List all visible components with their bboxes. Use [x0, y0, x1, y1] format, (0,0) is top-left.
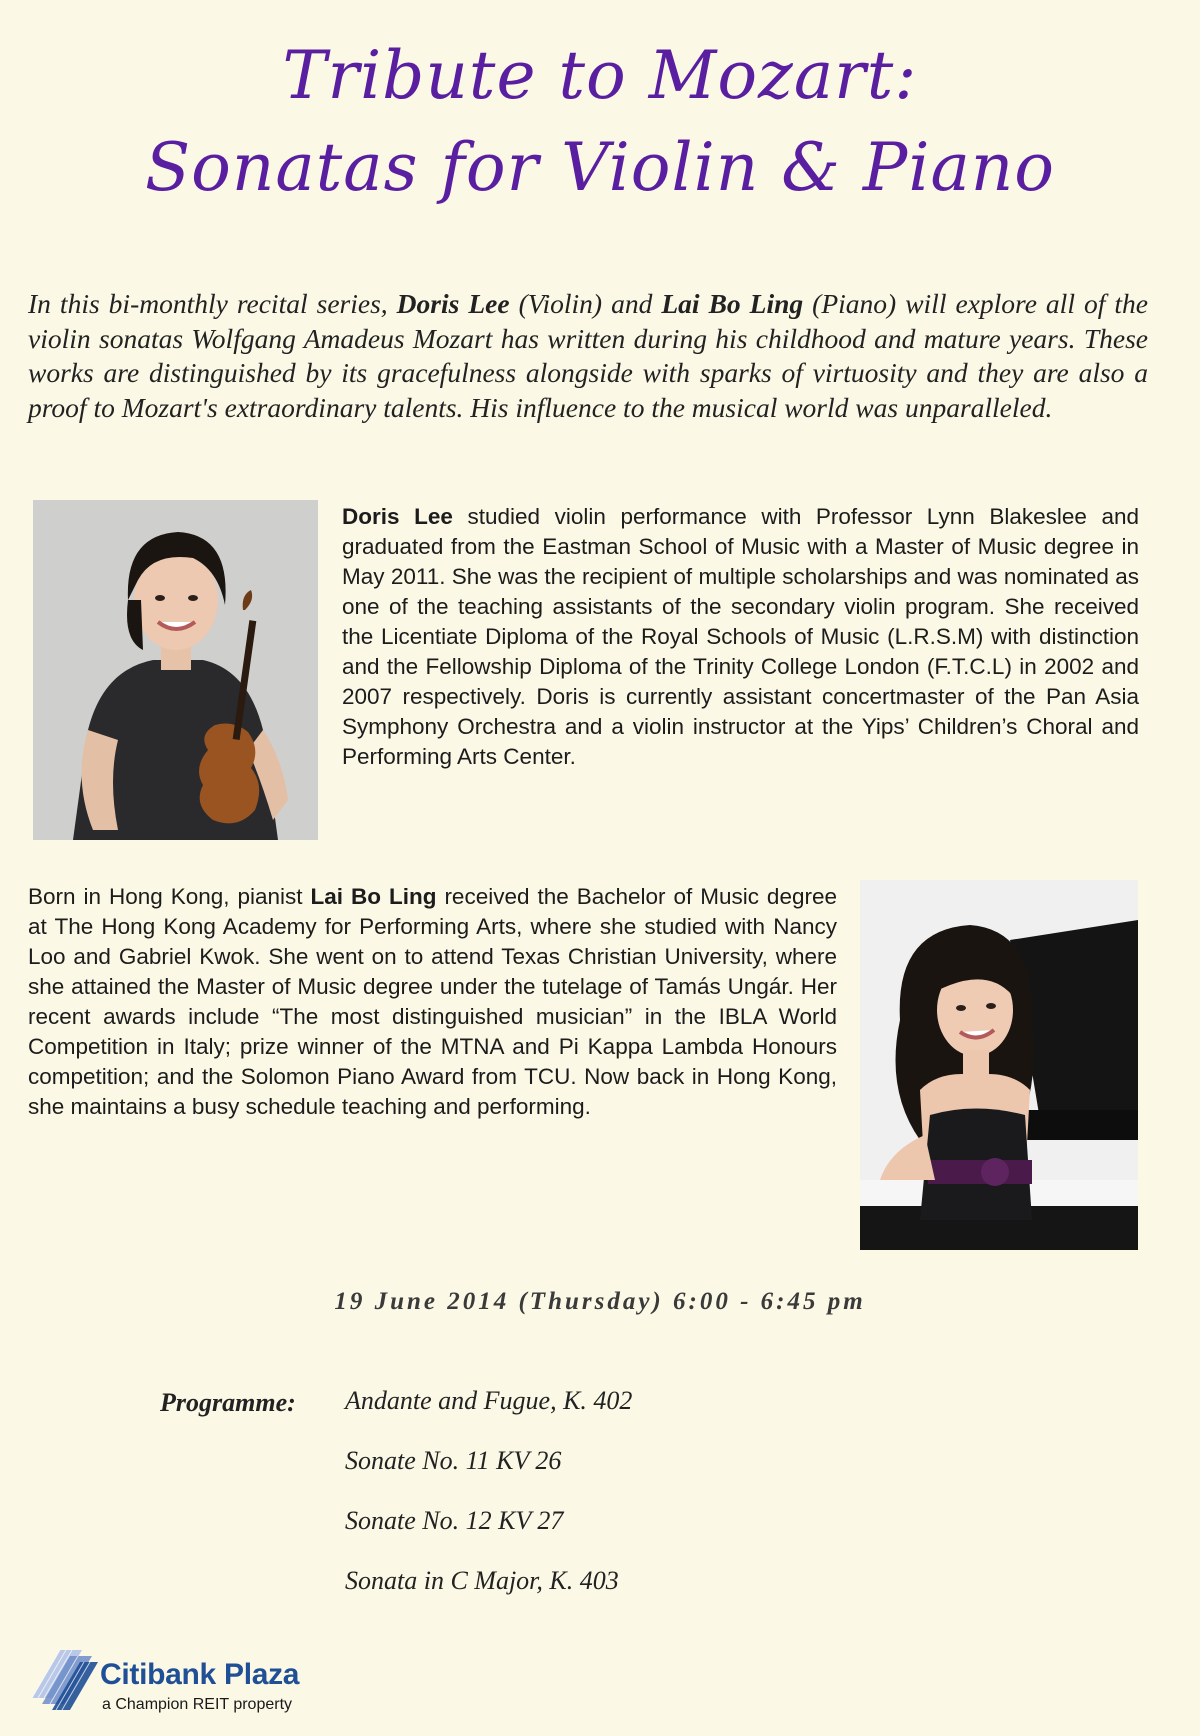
lai-bo-ling-bio: [28, 882, 837, 1122]
intro-text-1: In this bi-monthly recital series,: [28, 288, 397, 319]
doris-lee-name: Doris Lee: [342, 504, 453, 529]
programme-item: Andante and Fugue, K. 402: [345, 1386, 633, 1415]
title-line-2: Sonatas for Violin & Piano: [144, 129, 1056, 206]
poster-title: [0, 30, 1200, 214]
logo-tagline: a Champion REIT property: [102, 1696, 293, 1713]
intro-text-3: (Piano) will explore all of the violin sonatas Wolfgang Amadeus Mozart has written during his childhood and mature years. These works are distinguished by its gracefulness alongside with sparks of virtuosity and they are also a proof to Mozart's extraordinary talents. His influence to the musical world was unparalleled.: [28, 288, 1148, 423]
lai-bio-prefix: Born in Hong Kong, pianist: [28, 884, 311, 909]
intro-text-2: (Violin) and: [509, 288, 662, 319]
programme-item: Sonate No. 11 KV 26: [345, 1446, 562, 1475]
citibank-plaza-logo: [30, 1640, 350, 1720]
programme-item: Sonata in C Major, K. 403: [345, 1566, 619, 1595]
lai-bio-text: received the Bachelor of Music degree at The Hong Kong Academy for Performing Arts, where she studied with Nancy Loo and Gabriel Kwok. She went on to attend Texas Christian University, where she attained the Master of Music degree under the tutelage of Tamás Ungár. Her recent awards include “The most distinguished musician” in the IBLA World Competition in Italy; prize winner of the MTNA and Pi Kappa Lambda Honours competition; and the Solomon Piano Award from TCU. Now back in Hong Kong, she maintains a busy schedule teaching and performing.: [28, 884, 837, 1119]
intro-paragraph: [28, 287, 1148, 425]
title-line-1: Tribute to Mozart:: [282, 37, 918, 114]
lai-bo-ling-name: Lai Bo Ling: [310, 884, 437, 909]
event-date: 19 June 2014 (Thursday) 6:00 - 6:45 pm: [334, 1288, 866, 1315]
citibank-plaza-logo-icon: [30, 1640, 100, 1720]
intro-name-doris: Doris Lee: [396, 288, 510, 319]
doris-lee-photo: [33, 500, 318, 840]
programme-list: [345, 1386, 632, 1626]
doris-lee-bio: [342, 502, 1139, 772]
intro-name-lai: Lai Bo Ling: [661, 288, 804, 319]
lai-bo-ling-photo: [860, 880, 1138, 1250]
programme-item: Sonate No. 12 KV 27: [345, 1506, 564, 1535]
doris-lee-bio-text: studied violin performance with Professor Lynn Blakeslee and graduated from the Eastman School of Music with a Master of Music degree in May 2011. She was the recipient of multiple scholarships and was nominated as one of the teaching assistants of the secondary violin program. She received the Licentiate Diploma of the Royal Schools of Music (L.R.S.M) with distinction and the Fellowship Diploma of the Trinity College London (F.T.C.L) in 2002 and 2007 respectively. Doris is currently assistant concertmaster of the Pan Asia Symphony Orchestra and a violin instructor at the Yips’ Children’s Choral and Performing Arts Center.: [342, 504, 1139, 769]
programme-label: Programme:: [160, 1388, 296, 1417]
logo-name: Citibank Plaza: [100, 1658, 300, 1691]
